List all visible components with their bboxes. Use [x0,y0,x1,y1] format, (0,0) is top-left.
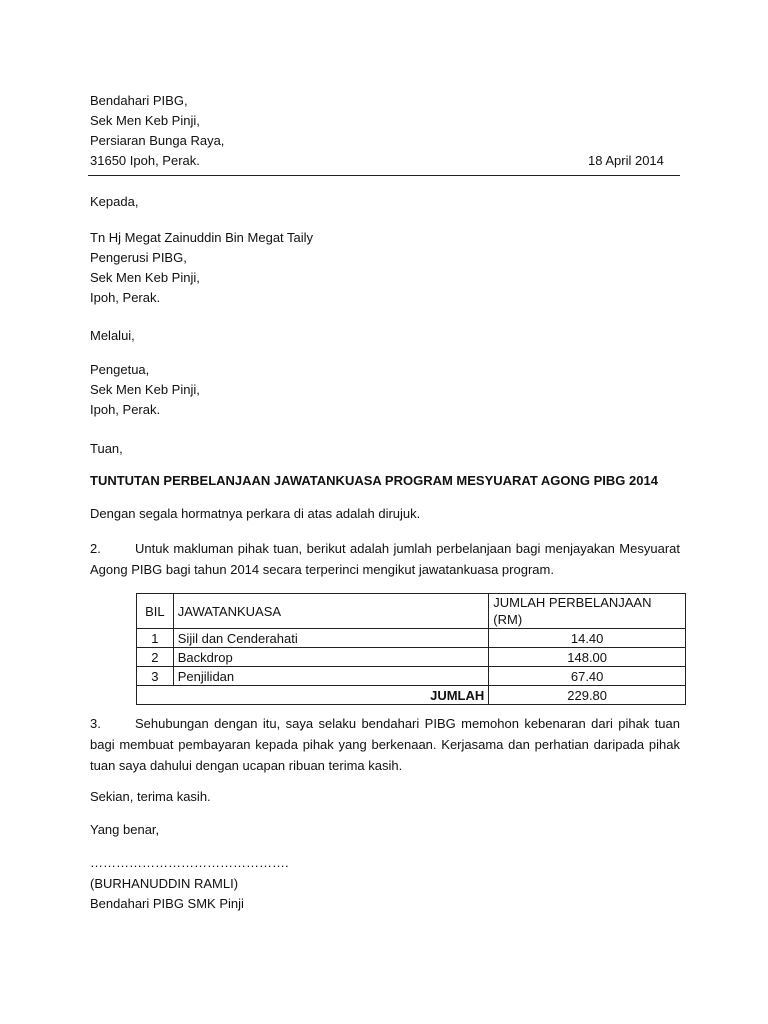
paragraph-3 [90,713,680,776]
salutation: Tuan, [90,441,123,456]
sender-line-3: Persiaran Bunga Raya, [90,133,225,148]
sender-line-2: Sek Men Keb Pinji, [90,113,200,128]
paragraph-2-text: Untuk makluman pihak tuan, berikut adalah jumlah perbelanjaan bagi menjayakan Mesyuarat Agong PIBG bagi tahun 2014 secara terperinci mengikut jawatankuasa program. [90,541,680,577]
sender-line-4: 31650 Ipoh, Perak. [90,153,200,168]
sender-address [90,91,224,171]
total-label: JUMLAH [137,686,489,705]
row-jawatankuasa: Backdrop [173,648,489,667]
recipient-line-3: Sek Men Keb Pinji, [90,270,200,285]
header-jumlah: JUMLAH PERBELANJAAN (RM) [489,594,686,629]
row-amount: 148.00 [489,648,686,667]
sender-line-1: Bendahari PIBG, [90,93,188,108]
paragraph-3-number: 3. [90,716,101,731]
row-jawatankuasa: Sijil dan Cenderahati [173,629,489,648]
sign-off: Yang benar, [90,822,160,837]
via-line-3: Ipoh, Perak. [90,402,161,417]
table-total-row [137,686,686,705]
letter-date: 18 April 2014 [588,153,664,168]
signature-line: ………………………………………. [90,855,289,870]
via-line-2: Sek Men Keb Pinji, [90,382,200,397]
row-jawatankuasa: Penjilidan [173,667,489,686]
table-row [137,667,686,686]
via-line-1: Pengetua, [90,362,150,377]
via-label: Melalui, [90,328,135,343]
recipient-line-4: Ipoh, Perak. [90,290,161,305]
signer-name: (BURHANUDDIN RAMLI) [90,876,239,891]
paragraph-2-number: 2. [90,541,101,556]
recipient-line-1: Tn Hj Megat Zainuddin Bin Megat Taily [90,230,314,245]
row-bil: 1 [137,629,174,648]
paragraph-2 [90,538,680,580]
row-amount: 14.40 [489,629,686,648]
paragraph-3-text: Sehubungan dengan itu, saya selaku bendahari PIBG memohon kebenaran dari pihak tuan bagi membuat pembayaran kepada pihak yang berkenaan. Kerjasama dan perhatian daripada pihak tuan saya dahului dengan ucapan ribuan terima kasih. [90,716,680,773]
table-header-row [137,594,686,629]
intro-paragraph: Dengan segala hormatnya perkara di atas adalah dirujuk. [90,506,421,521]
closing-line: Sekian, terima kasih. [90,789,211,804]
row-amount: 67.40 [489,667,686,686]
header-jawatankuasa: JAWATANKUASA [173,594,489,629]
recipient-line-2: Pengerusi PIBG, [90,250,187,265]
total-amount: 229.80 [489,686,686,705]
header-divider [88,175,680,176]
via-address [90,360,200,420]
recipient-address [90,228,313,308]
subject-heading: TUNTUTAN PERBELANJAAN JAWATANKUASA PROGRAM MESYUARAT AGONG PIBG 2014 [90,473,658,488]
table-row [137,629,686,648]
signer-title: Bendahari PIBG SMK Pinji [90,896,244,911]
row-bil: 3 [137,667,174,686]
header-bil: BIL [137,594,174,629]
table-row [137,648,686,667]
recipient-label: Kepada, [90,194,139,209]
row-bil: 2 [137,648,174,667]
expense-table [136,593,686,705]
